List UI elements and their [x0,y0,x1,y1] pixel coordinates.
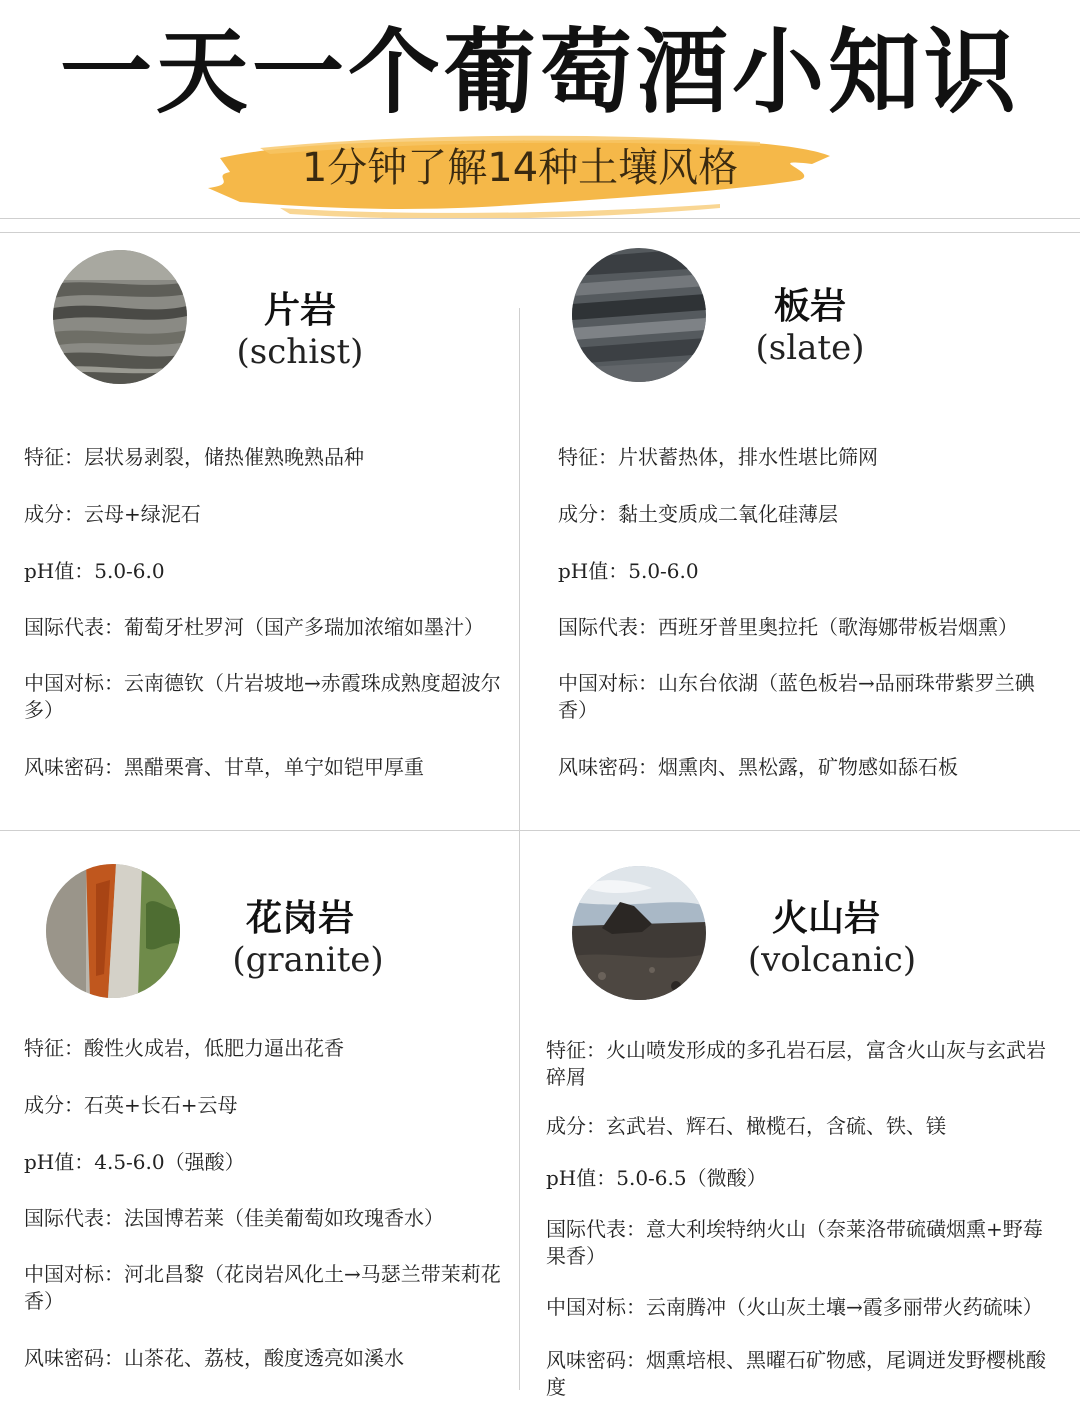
fact-item: 特征：火山喷发形成的多孔岩石层，富含火山灰与玄武岩碎屑 [546,1038,1046,1089]
page-title: 一天一个葡萄酒小知识 [59,19,1020,126]
fact-item: 成分：玄武岩、辉石、橄榄石，含硫、铁、镁 [546,1114,946,1138]
fact-item: pH值：5.0-6.0 [558,559,699,583]
soil-name-en: (volcanic) [747,940,917,980]
fact-item: 国际代表：法国博若莱（佳美葡萄如玫瑰香水） [24,1206,444,1230]
soil-name-en: (granite) [232,940,384,980]
volcanic-rock-photo [572,866,706,1000]
column-divider-top [519,308,520,830]
fact-item: 中国对标：云南德钦（片岩坡地→赤霞珠成熟度超波尔多） [24,671,501,722]
granite-rock-photo [46,864,180,998]
soil-name-en: (schist) [236,332,364,372]
section-divider [0,830,1080,831]
soil-name-cn: 板岩 [773,285,846,327]
subtitle-banner [200,128,840,218]
soil-name-en: (slate) [755,328,865,368]
fact-item: 国际代表：葡萄牙杜罗河（国产多瑞加浓缩如墨汁） [24,615,484,639]
fact-item: 特征：酸性火成岩，低肥力逼出花香 [24,1036,344,1060]
fact-item: pH值：5.0-6.5（微酸） [546,1166,767,1190]
fact-item: 风味密码：烟熏肉、黑松露，矿物感如舔石板 [558,755,958,779]
schist-rock-photo [53,250,187,384]
fact-item: 风味密码：山茶花、荔枝，酸度透亮如溪水 [24,1346,404,1370]
fact-item: 中国对标：河北昌黎（花岗岩风化土→马瑟兰带茉莉花香） [24,1262,501,1313]
soil-name-cn: 片岩 [263,289,336,331]
fact-item: 成分：云母+绿泥石 [24,502,201,526]
header-divider-top [0,218,1080,219]
fact-item: 中国对标：山东台依湖（蓝色板岩→品丽珠带紫罗兰碘香） [558,671,1035,722]
fact-item: 风味密码：黑醋栗膏、甘草，单宁如铠甲厚重 [24,755,424,779]
fact-item: pH值：4.5-6.0（强酸） [24,1150,245,1174]
fact-item: 中国对标：云南腾冲（火山灰土壤→霞多丽带火药硫味） [546,1295,1043,1319]
subtitle: 1分钟了解14种土壤风格 [301,145,739,191]
soil-name-cn: 花岗岩 [245,897,354,939]
fact-item: 特征：片状蓄热体，排水性堪比筛网 [558,445,878,469]
header-divider-bottom [0,232,1080,233]
soil-name-cn: 火山岩 [771,897,880,939]
fact-item: pH值：5.0-6.0 [24,559,165,583]
column-divider-bottom [519,830,520,1390]
fact-item: 成分：黏土变质成二氧化硅薄层 [558,502,838,526]
slate-rock-photo [572,248,706,382]
fact-item: 国际代表：意大利埃特纳火山（奈莱洛带硫磺烟熏+野莓果香） [546,1217,1043,1268]
fact-item: 风味密码：烟熏培根、黑曜石矿物感，尾调迸发野樱桃酸度 [546,1348,1046,1399]
fact-item: 特征：层状易剥裂，储热催熟晚熟品种 [24,445,364,469]
fact-item: 国际代表：西班牙普里奥拉托（歌海娜带板岩烟熏） [558,615,1018,639]
fact-item: 成分：石英+长石+云母 [24,1093,238,1117]
